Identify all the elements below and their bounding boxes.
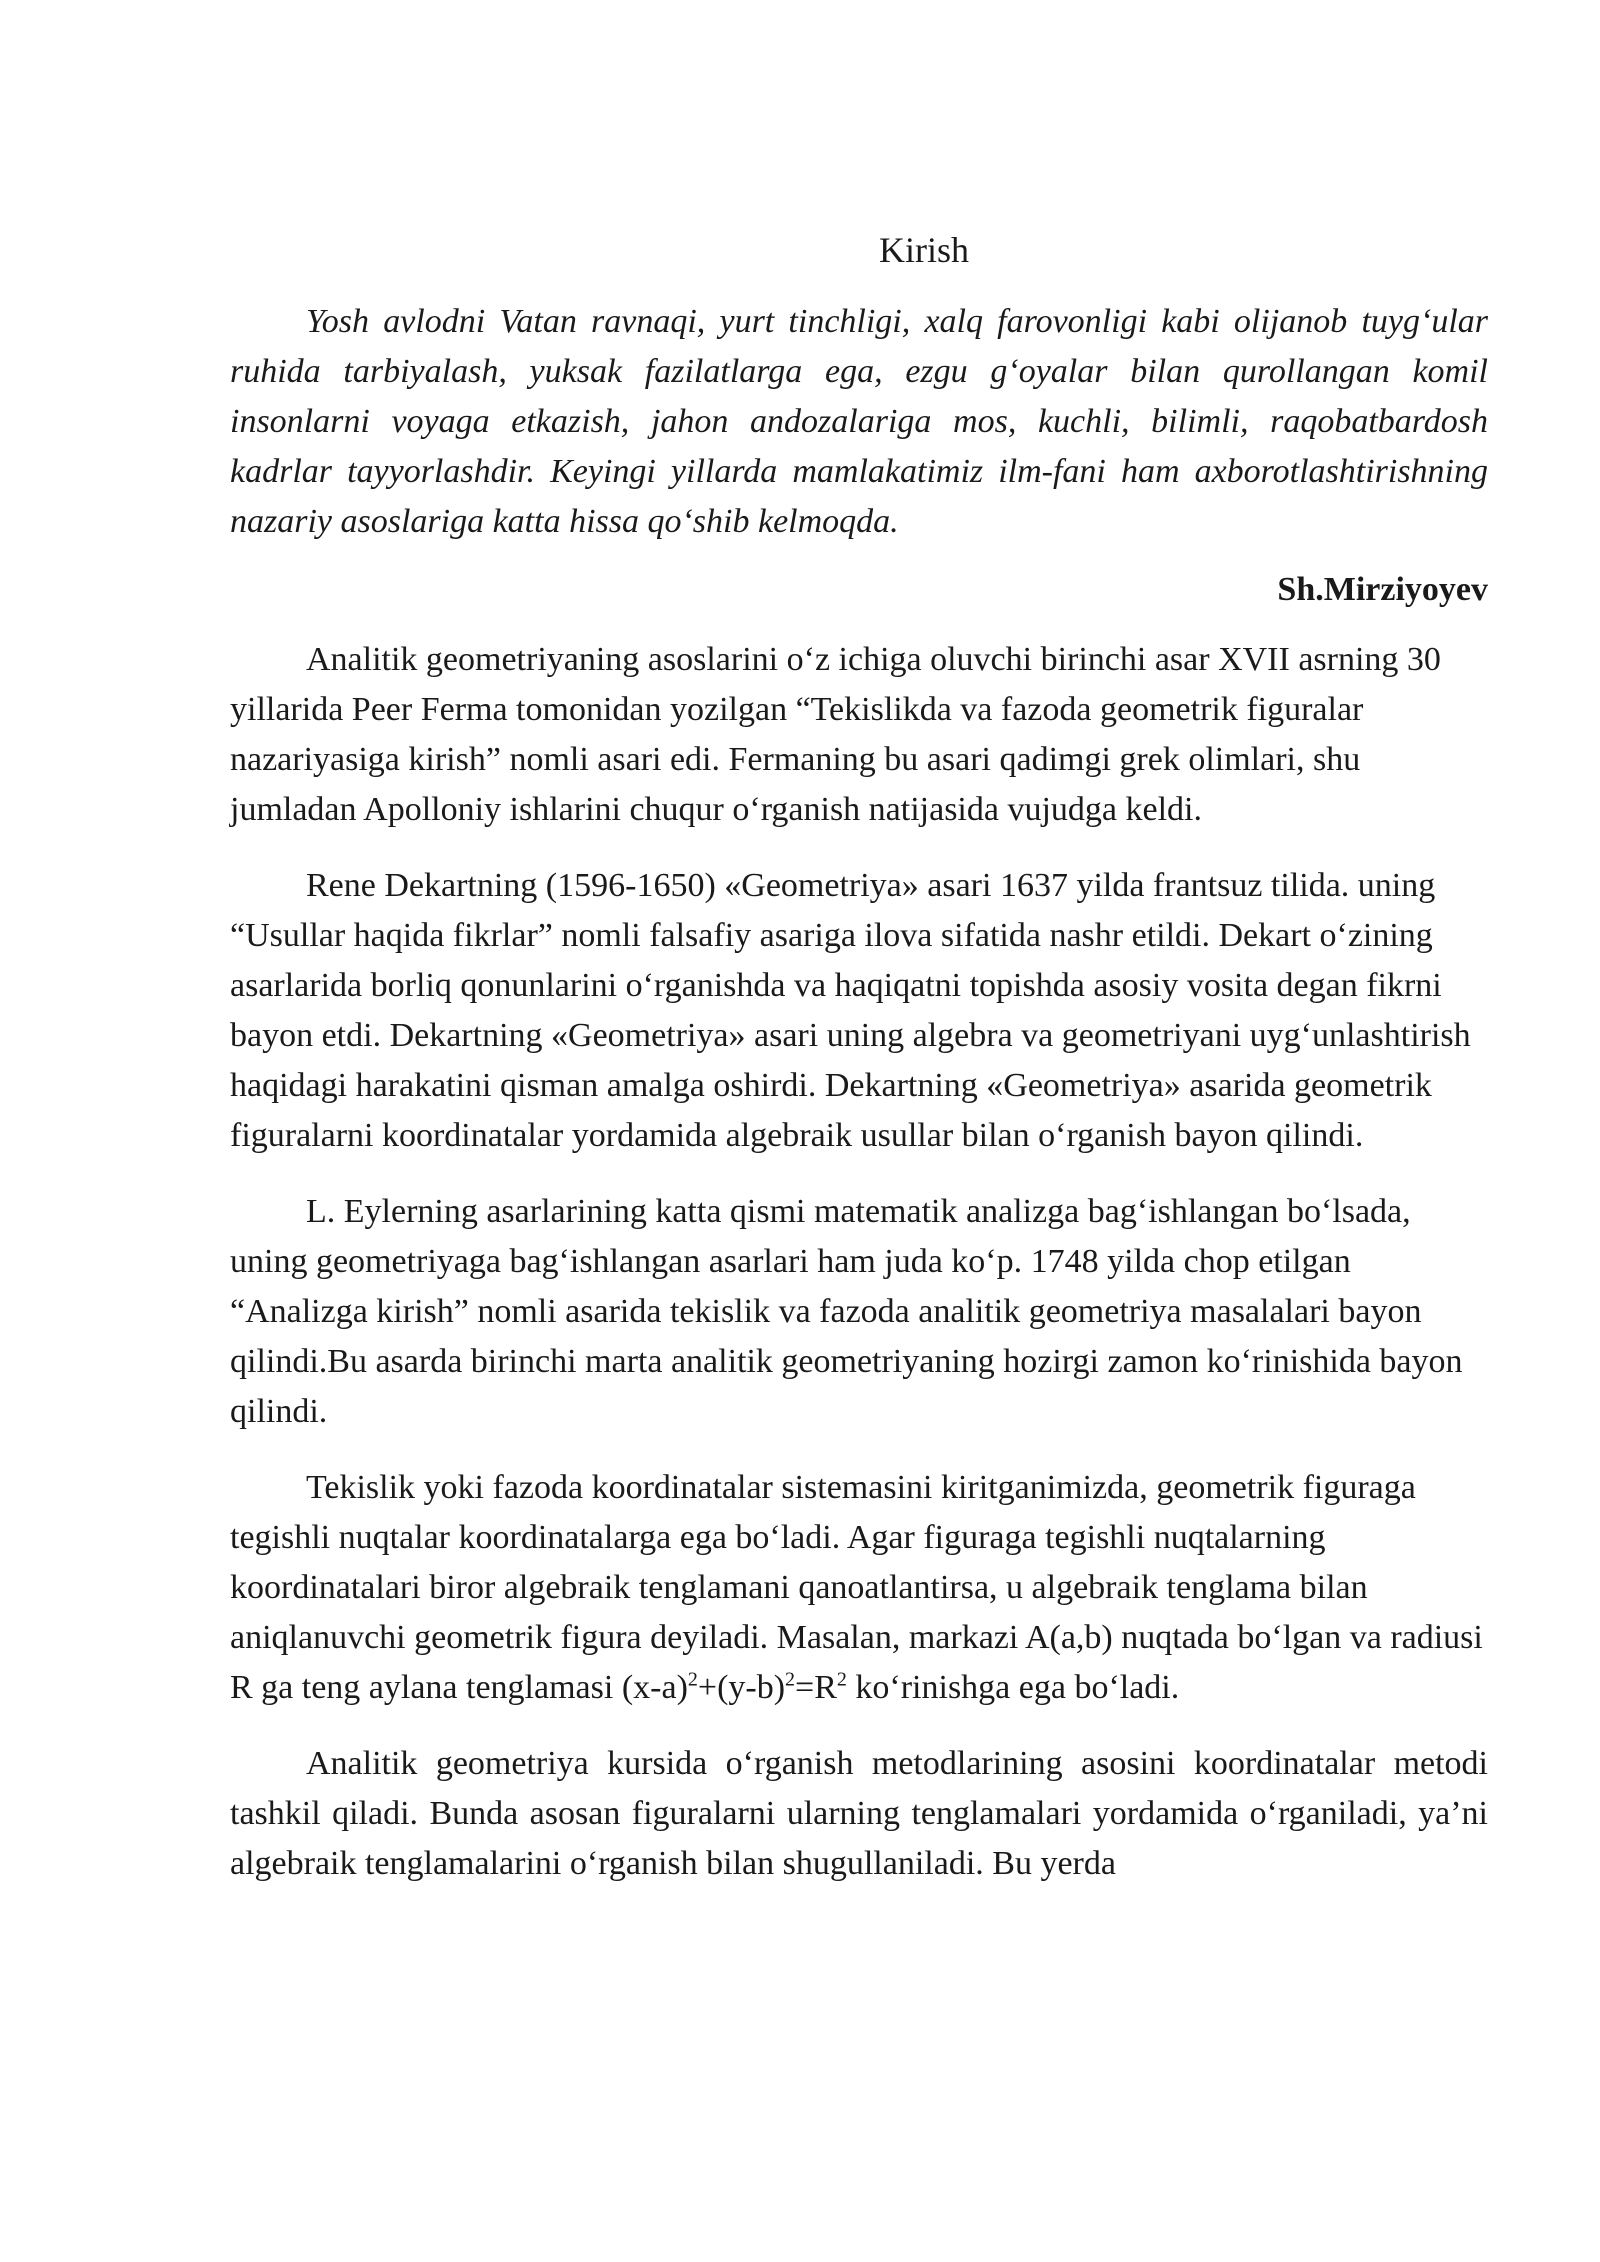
paragraph-2: Rene Dekartning (1596-1650) «Geometriya» asari 1637 yilda frantsuz tilida. uning “Usullar haqida fikrlar” nomli falsafiy asariga ilova sifatida nashr etildi. Dekart o‘zining asarlarida borliq qonunlarini o‘rganishda va haqiqatni topishda asosiy vosita degan fikrni bayon etdi. Dekartning «Geometriya» asari uning algebra va geometriyani uyg‘unlashtirish haqidagi harakatini qisman amalga oshirdi. Dekartning «Geometriya» asarida geometrik figuralarni koordinatalar yordamida algebraik usullar bilan o‘rganish bayon qilindi. xyxy=(230,867,1471,1154)
exponent-1: 2 xyxy=(687,1668,698,1691)
paragraph-4 xyxy=(230,1463,1488,1713)
circle-equation xyxy=(622,1669,847,1706)
formula-part-2: +(y-b) xyxy=(697,1669,786,1706)
document-page xyxy=(230,225,1488,1915)
paragraph-5: Analitik geometriya kursida o‘rganish metodlarining asosini koordinatalar metodi tashkil qiladi. Bunda asosan figuralarni ularning tenglamalari yordamida o‘rganiladi, ya’ni algebraik tenglamalarini o‘rganish bilan shugullaniladi. Bu yerda xyxy=(230,1745,1488,1882)
epigraph-author: Sh.Mirziyoyev xyxy=(1277,571,1488,608)
formula-part-1: (x-a) xyxy=(621,1669,688,1706)
paragraph-3: L. Eylerning asarlarining katta qismi matematik analizga bag‘ishlangan bo‘lsada, uning geometriyaga bag‘ishlangan asarlari ham juda ko‘p. 1748 yilda chop etilgan “Analizga kirish” nomli asarida tekislik va fazoda analitik geometriya masalalari bayon qilindi.Bu asarda birinchi marta analitik geometriyaning hozirgi zamon ko‘rinishida bayon qilindi. xyxy=(230,1193,1463,1430)
exponent-3: 2 xyxy=(836,1668,847,1691)
paragraph-4-text: Tekislik yoki fazoda koordinatalar sistemasini kiritganimizda, geometrik figuraga tegishli nuqtalar koordinatalarga ega bo‘ladi. Agar figuraga tegishli nuqtalarning koordinatalari biror algebraik tenglamani qanoatlantirsa, u algebraik tenglama bilan aniqlanuvchi geometrik figura deyiladi. Masalan, markazi A(a,b) nuqtada bo‘lgan va radiusi R ga teng aylana tenglamasi xyxy=(230,1469,1483,1706)
epigraph-quote: Yosh avlodni Vatan ravnaqi, yurt tinchligi, xalq farovonligi kabi olijanob tuyg‘ular ruhida tarbiyalash, yuksak fazilatlarga ega, ezgu g‘oyalar bilan qurollangan komil insonlarni voyaga etkazish, jahon andozalariga mos, kuchli, bilimli, raqobatbardosh kadrlar tayyorlashdir. Keyingi yillarda mamlakatimiz ilm-fani ham axborotlashtirishning nazariy asoslariga katta hissa qo‘shib kelmoqda. xyxy=(230,303,1488,540)
paragraph-4-tail: ko‘rinishga ega bo‘ladi. xyxy=(846,1669,1180,1706)
exponent-2: 2 xyxy=(785,1668,796,1691)
paragraph-1: Analitik geometriyaning asoslarini o‘z ichiga oluvchi birinchi asar XVII asrning 30 yillarida Peer Ferma tomonidan yozilgan “Tekislikda va fazoda geometrik figuralar nazariyasiga kirish” nomli asari edi. Fermaning bu asari qadimgi grek olimlari, shu jumladan Apolloniy ishlarini chuqur o‘rganish natijasida vujudga keldi. xyxy=(230,641,1441,828)
section-title: Kirish xyxy=(879,230,969,270)
formula-part-3: =R xyxy=(795,1669,837,1706)
